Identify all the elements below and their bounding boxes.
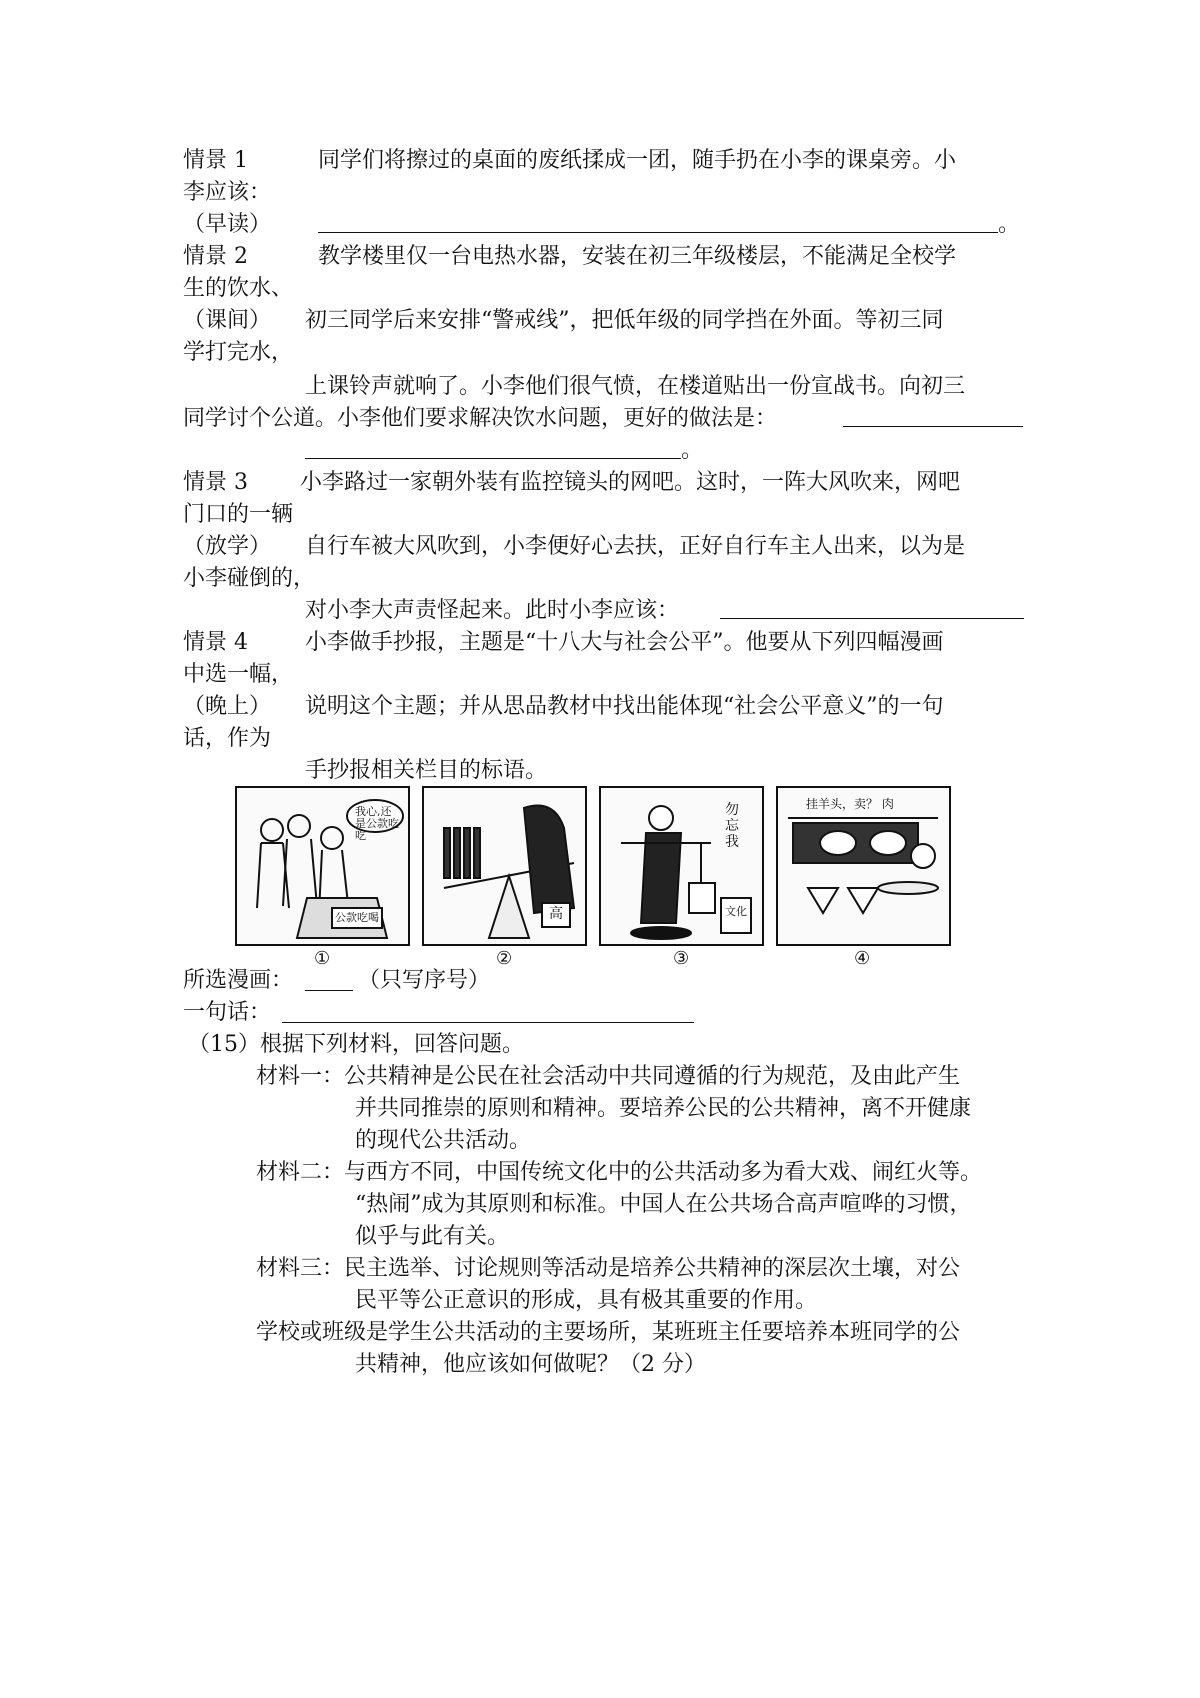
question-15-ask-line-1: 学校或班级是学生公共活动的主要场所，某班班主任要培养本班同学的公: [256, 1320, 961, 1345]
sentence-label: 一句话：: [183, 1000, 272, 1025]
scene1-answer-line[interactable]: [318, 232, 998, 233]
material-3-line-2: 民平等公正意识的形成，具有极其重要的作用。: [355, 1288, 818, 1313]
material-1-line-2: 并共同推崇的原则和精神。要培养公民的公共精神，离不开健康: [355, 1096, 972, 1121]
scene2-time: （课间）: [183, 308, 272, 333]
scene2-answer-line-2[interactable]: [305, 458, 681, 459]
cartoon-strip: [230, 786, 970, 982]
scene2-text-4: 学打完水，: [183, 340, 294, 365]
scene4-time: （晚上）: [183, 694, 272, 719]
scene4-text-2: 中选一幅，: [183, 662, 294, 687]
cartoon-number-3: ③: [673, 948, 690, 969]
scene2-text-3: 初三同学后来安排“警戒线”，把低年级的同学挡在外面。等初三同: [305, 308, 944, 333]
selected-cartoon-hint: （只写序号）: [358, 968, 491, 993]
selected-cartoon-label: 所选漫画：: [183, 968, 294, 993]
scene2-text-1: 教学楼里仅一台电热水器，安装在初三年级楼层，不能满足全校学: [318, 244, 957, 269]
scene1-label: 情景 1: [183, 148, 248, 173]
panel-1-bubble-text: 我心,还是公款吃吃: [355, 805, 399, 842]
scene3-text-5: 对小李大声责怪起来。此时小李应该：: [305, 598, 680, 623]
scene2-label: 情景 2: [183, 244, 248, 269]
scene4-label: 情景 4: [183, 630, 248, 655]
panel-3-sign: 文化: [725, 905, 747, 918]
scene4-text-1: 小李做手抄报，主题是“十八大与社会公平”。他要从下列四幅漫画: [305, 630, 944, 655]
question-15-ask-line-2: 共精神，他应该如何做呢？（2 分）: [355, 1352, 706, 1377]
cartoon-panel-1: [235, 786, 410, 946]
cartoon-panel-3: [599, 786, 764, 946]
material-2-line-3: 似乎与此有关。: [355, 1224, 510, 1249]
scene1-text-1: 同学们将擦过的桌面的废纸揉成一团，随手扔在小李的课桌旁。小: [318, 148, 957, 173]
panel-2-drawing: [424, 788, 587, 946]
scene3-text-4: 小李碰倒的，: [183, 566, 316, 591]
panel-1-sign: 公款吃喝: [335, 911, 379, 924]
material-3-line-1: 材料三：民主选举、讨论规则等活动是培养公共精神的深层次土壤，对公: [256, 1256, 961, 1281]
scene4-text-3: 说明这个主题；并从思品教材中找出能体现“社会公平意义”的一句: [305, 694, 944, 719]
scene1-text-2: 李应该：: [183, 180, 272, 205]
panel-4-title: 挂羊头，卖？ 肉: [806, 797, 894, 811]
scene2-text-5: 上课铃声就响了。小李他们很气愤，在楼道贴出一份宣战书。向初三: [305, 374, 966, 399]
scene2-text-6: 同学讨个公道。小李他们要求解决饮水问题，更好的做法是：: [183, 406, 778, 431]
scene2-text-2: 生的饮水、: [183, 276, 294, 301]
scene3-text-1: 小李路过一家朝外装有监控镜头的网吧。这时，一阵大风吹来，网吧: [300, 470, 961, 495]
material-2-line-1: 材料二：与西方不同，中国传统文化中的公共活动多为看大戏、闹红火等。: [256, 1160, 983, 1185]
scene4-text-5: 手抄报相关栏目的标语。: [305, 758, 548, 783]
panel-4-drawing: [778, 788, 951, 946]
cartoon-panel-4: [776, 786, 951, 946]
scene1-period: 。: [998, 212, 1021, 237]
material-1-line-3: 的现代公共活动。: [355, 1128, 532, 1153]
scene4-text-4: 话，作为: [183, 726, 272, 751]
panel-3-title: 勿忘我: [725, 802, 739, 850]
question-15-stem: （15）根据下列材料，回答问题。: [188, 1032, 524, 1057]
scene2-period: 。: [681, 438, 704, 463]
scene2-answer-line-1[interactable]: [843, 426, 1023, 427]
material-2-line-2: “热闹”成为其原则和标准。中国人在公共场合高声喧哗的习惯，: [355, 1192, 972, 1217]
selected-cartoon-blank[interactable]: [305, 990, 353, 991]
sentence-blank[interactable]: [282, 1022, 694, 1023]
cartoon-number-4: ④: [854, 948, 871, 969]
panel-2-sign: 高: [549, 906, 563, 922]
scene3-answer-line[interactable]: [720, 618, 1024, 619]
scene3-time: （放学）: [183, 534, 272, 559]
scene1-time: （早读）: [183, 212, 272, 237]
material-1-line-1: 材料一：公共精神是公民在社会活动中共同遵循的行为规范，及由此产生: [256, 1064, 961, 1089]
cartoon-panel-2: [422, 786, 587, 946]
cartoon-number-2: ②: [496, 948, 513, 969]
scene3-text-2: 门口的一辆: [183, 502, 294, 527]
scene3-label: 情景 3: [183, 470, 248, 495]
cartoon-number-1: ①: [314, 948, 331, 969]
scene3-text-3: 自行车被大风吹到，小李便好心去扶，正好自行车主人出来，以为是: [305, 534, 966, 559]
